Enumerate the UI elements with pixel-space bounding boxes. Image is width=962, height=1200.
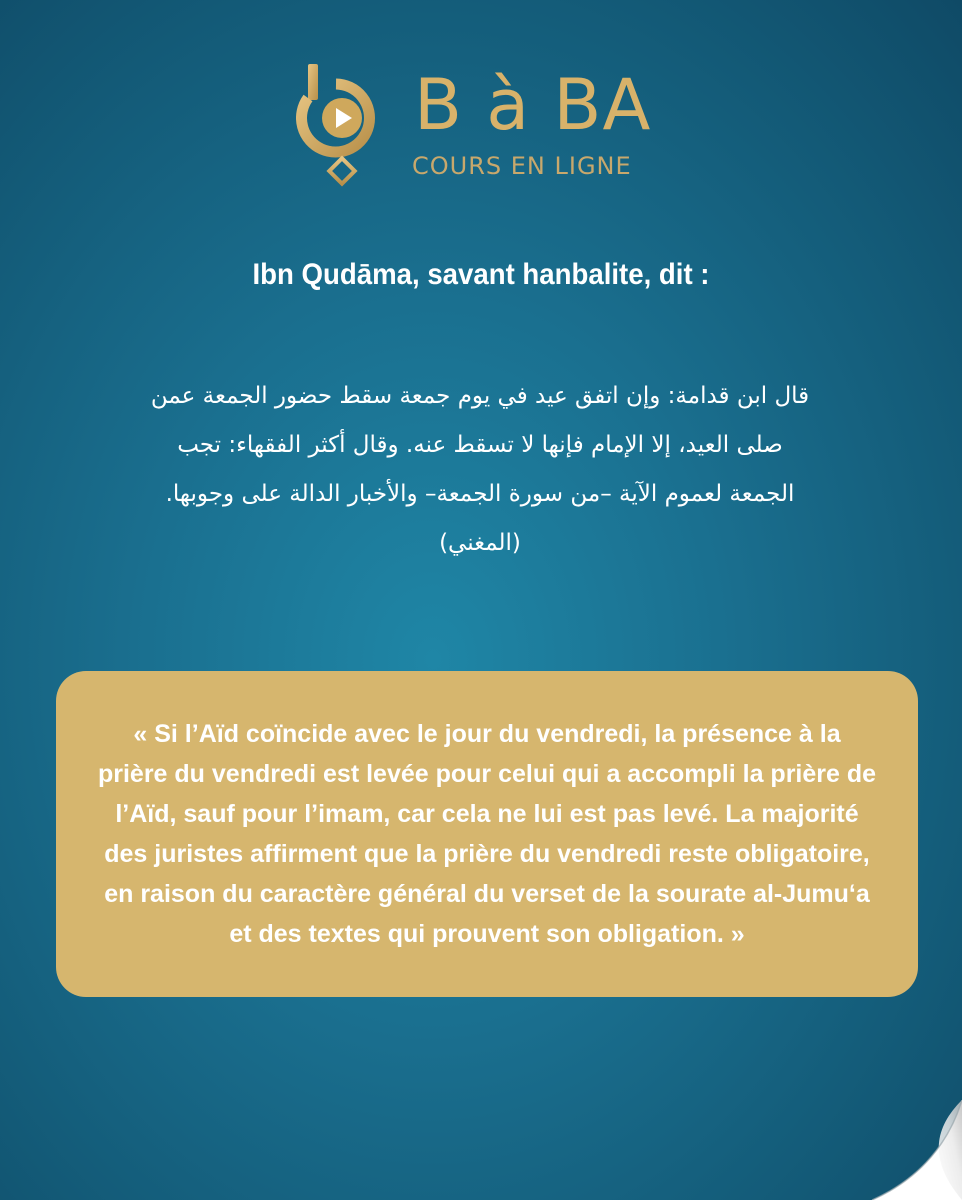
french-quote-box (56, 671, 918, 997)
french-quote-text: « Si l’Aïd coïncide avec le jour du vendredi, la présence à la prière du vendredi est levée pour celui qui a accompli la prière de l’Aïd, sauf pour l’imam, car cela ne lui est pas levé. La majorité des juristes affirment que la prière du vendredi reste obligatoire, en raison du caractère général du verset de la sourate al-Jumu‘a et des textes qui prouvent son obligation. » (97, 720, 877, 948)
arabic-line: صلى العيد، إلا الإمام فإنها لا تسقط عنه. وقال أكثر الفقهاء: تجب (177, 432, 783, 458)
page-title: Ibn Qudāma, savant hanbalite, dit : (252, 258, 710, 291)
arabic-line: قال ابن قدامة: وإن اتفق عيد في يوم جمعة سقط حضور الجمعة عمن (150, 383, 810, 409)
arabic-line: الجمعة لعموم الآية –من سورة الجمعة– والأخبار الدالة على وجوبها. (165, 481, 795, 507)
arabic-source: (المغني) (439, 530, 521, 556)
play-circle-icon (296, 62, 388, 197)
page-curl-icon (812, 1100, 962, 1200)
brand-logo (296, 62, 656, 197)
arabic-quote (130, 372, 830, 568)
brand-tagline: COURS EN LIGNE (412, 152, 632, 180)
brand-name: B à BA (414, 64, 652, 146)
